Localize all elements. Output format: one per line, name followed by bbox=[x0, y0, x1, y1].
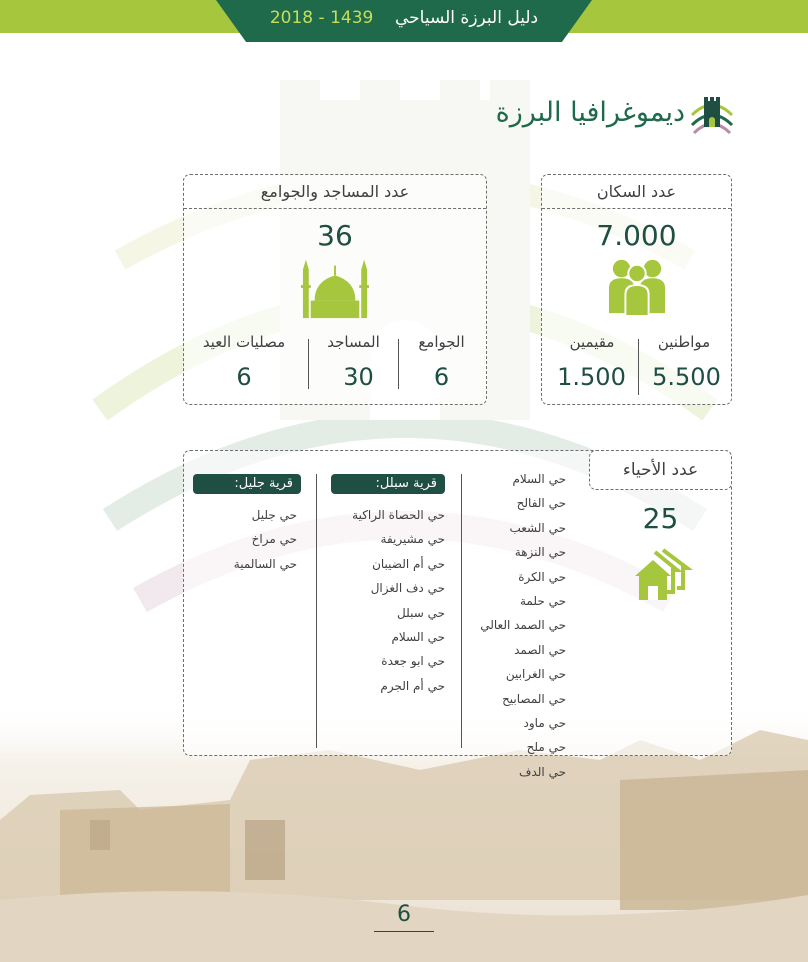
eid-prayer-label: مصليات العيد bbox=[202, 333, 286, 351]
list-item: حي الغرابين bbox=[505, 667, 566, 682]
masajid-label: المساجد bbox=[327, 333, 380, 351]
list-item: حي مراخ bbox=[251, 532, 297, 547]
guide-header bbox=[216, 8, 592, 28]
population-divider bbox=[638, 339, 639, 395]
districts-heading-box bbox=[589, 450, 732, 490]
list-item: حي أم الجرم bbox=[380, 678, 445, 693]
castle-logo-icon bbox=[690, 95, 734, 135]
list-item: حي السلام bbox=[512, 472, 566, 486]
list-item: حي الفالح bbox=[516, 496, 566, 511]
guide-title: دليل البرزة السياحي bbox=[394, 8, 539, 28]
list-item: حي الشعب bbox=[509, 520, 566, 535]
sabal-districts-list bbox=[325, 503, 445, 698]
districts-heading: عدد الأحياء bbox=[622, 460, 699, 480]
list-item: حي الصمد العالي bbox=[480, 618, 566, 633]
eid-prayer-value: 6 bbox=[236, 363, 252, 391]
list-item: حي الكرة bbox=[518, 569, 566, 584]
sabal-village-heading: قرية سبلل: bbox=[331, 474, 445, 494]
list-item: حي جليل bbox=[251, 508, 297, 522]
section-title: ديموغرافيا البرزة bbox=[495, 97, 685, 128]
list-item: حي النزهة bbox=[514, 545, 566, 560]
list-item: حي الصمد bbox=[514, 642, 566, 657]
jalil-village-heading: قرية جليل: bbox=[193, 474, 301, 494]
list-item: حي الحصاة الراكية bbox=[352, 508, 445, 522]
main-districts-list bbox=[466, 467, 566, 784]
list-item: حي السالمية bbox=[233, 556, 297, 571]
list-item: حي أم الضيبان bbox=[372, 556, 445, 571]
list-item: حي ابو جعدة bbox=[381, 654, 445, 669]
people-icon bbox=[602, 257, 672, 315]
mosques-divider-2 bbox=[308, 339, 309, 389]
list-item: حي ماود bbox=[523, 715, 566, 730]
mosques-total: 36 bbox=[317, 219, 353, 252]
list-item: حي المصابيح bbox=[502, 691, 566, 706]
residents-label: مقيمين bbox=[569, 333, 615, 351]
masajid-value: 30 bbox=[343, 363, 374, 391]
citizens-label: مواطنين bbox=[657, 333, 711, 351]
districts-divider-1 bbox=[461, 474, 462, 748]
houses-icon bbox=[633, 548, 697, 600]
mosques-divider-1 bbox=[398, 339, 399, 389]
list-item: حي الدف bbox=[519, 764, 566, 779]
list-item: حي سبلل bbox=[397, 605, 445, 620]
districts-divider-2 bbox=[316, 474, 317, 748]
list-item: حي حلمة bbox=[520, 593, 566, 608]
population-total: 7.000 bbox=[596, 219, 677, 252]
list-item: حي دف الغزال bbox=[370, 581, 445, 596]
list-item: حي السلام bbox=[391, 629, 445, 644]
districts-total: 25 bbox=[642, 502, 679, 535]
districts-card bbox=[183, 450, 732, 756]
jawami-label: الجوامع bbox=[418, 333, 465, 351]
jalil-districts-list bbox=[193, 503, 297, 576]
population-card bbox=[541, 174, 732, 405]
residents-value: 1.500 bbox=[557, 363, 626, 391]
mosque-icon bbox=[301, 255, 369, 319]
list-item: حي مشيريفة bbox=[380, 532, 445, 547]
mosques-heading: عدد المساجد والجوامع bbox=[184, 175, 486, 209]
citizens-value: 5.500 bbox=[652, 363, 721, 391]
jawami-value: 6 bbox=[433, 363, 450, 391]
list-item: حي ملح bbox=[526, 740, 566, 755]
guide-years: 1439 - 2018 bbox=[269, 8, 374, 28]
mosques-card bbox=[183, 174, 487, 405]
page-number-underline bbox=[374, 931, 434, 932]
page-number: 6 bbox=[397, 902, 411, 927]
population-heading: عدد السكان bbox=[542, 175, 731, 209]
